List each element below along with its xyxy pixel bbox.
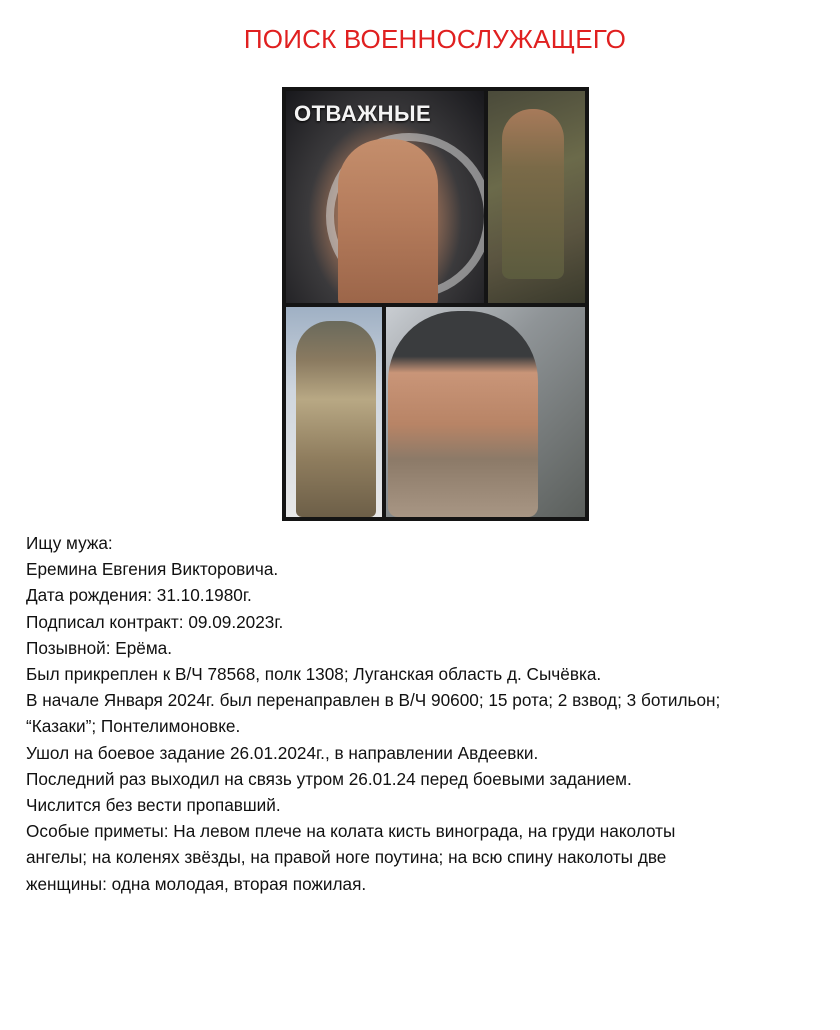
text-line: Дата рождения: 31.10.1980г.: [26, 585, 252, 606]
text-line: Особые приметы: На левом плече на колата кисть винограда, на груди наколоты: [26, 821, 676, 842]
text-line: Был прикреплен к В/Ч 78568, полк 1308; Луганская область д. Сычёвка.: [26, 664, 602, 685]
text-line: “Казаки”; Понтелимоновке.: [26, 716, 241, 737]
text-line: В начале Января 2024г. был перенаправлен в В/Ч 90600; 15 рота; 2 взвод; 3 ботильон;: [26, 690, 721, 711]
photo-standing-camouflage: [286, 307, 382, 517]
text-line: женщины: одна молодая, вторая пожилая.: [26, 873, 367, 894]
text-line: Еремина Евгения Викторовича.: [26, 559, 279, 580]
photo-collage: [282, 87, 589, 521]
text-line: Последний раз выходил на связь утром 26.01.24 перед боевыми заданием.: [26, 768, 632, 789]
person-silhouette: [502, 109, 564, 279]
description-text: [26, 530, 836, 897]
photo-selfie-beanie: [386, 307, 585, 517]
page-title: ПОИСК ВОЕННОСЛУЖАЩЕГО: [243, 24, 627, 54]
person-silhouette: [388, 311, 538, 517]
text-line: Позывной: Ерёма.: [26, 637, 173, 658]
text-line: Подписал контракт: 09.09.2023г.: [26, 611, 284, 632]
person-silhouette: [296, 321, 376, 517]
text-line: Ушол на боевое задание 26.01.2024г., в направлении Авдеевки.: [26, 742, 539, 763]
photo-seated-uniform: [488, 91, 585, 303]
text-line: ангелы; на коленях звёзды, на правой ноге поутина; на всю спину наколоты две: [26, 847, 667, 868]
person-silhouette: [338, 139, 438, 303]
photo-shirtless-flag: [286, 91, 484, 303]
text-line: Ищу мужа:: [26, 533, 113, 553]
text-line: Числится без вести пропавший.: [26, 795, 281, 816]
flag-banner-text: ОТВАЖНЫЕ: [294, 101, 432, 126]
